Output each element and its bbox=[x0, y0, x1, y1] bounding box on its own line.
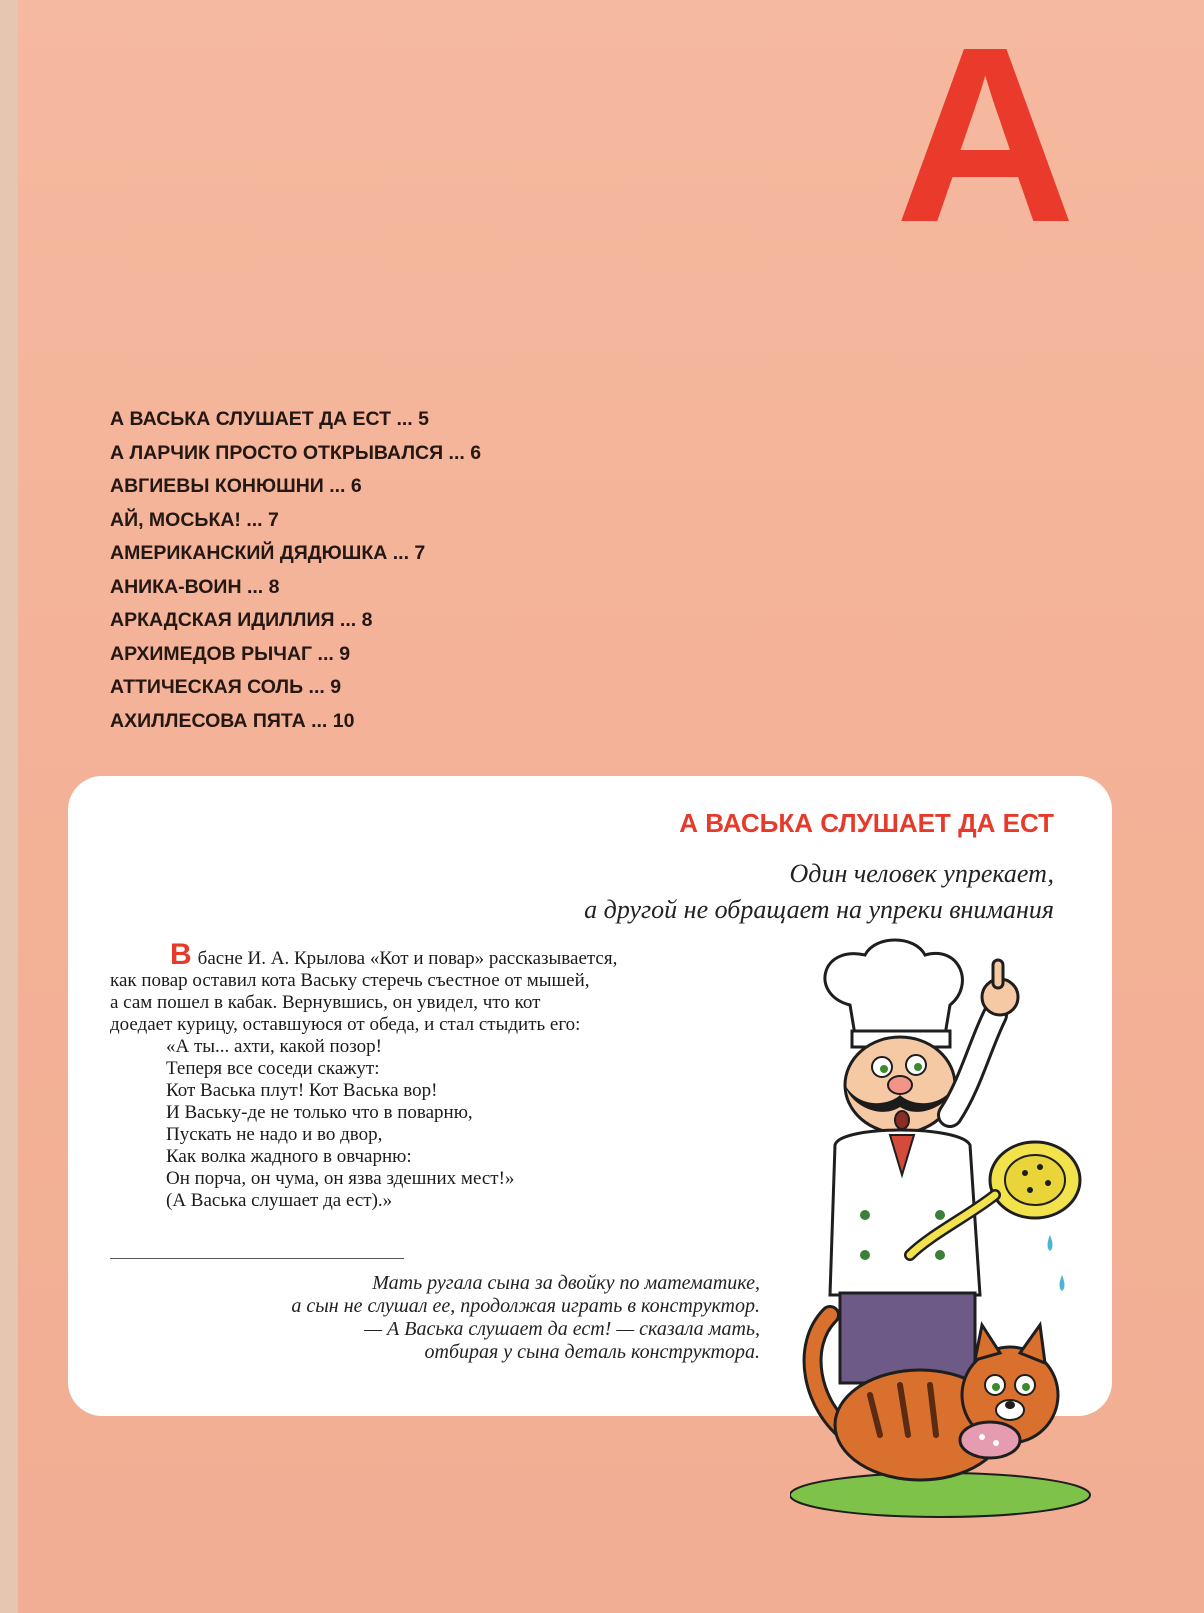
verse-line: Теперя все соседи скажут: bbox=[166, 1058, 380, 1079]
article-body bbox=[110, 938, 800, 1212]
verse-line: Он порча, он чума, он язва здешних мест!» bbox=[166, 1168, 515, 1189]
divider bbox=[110, 1258, 404, 1259]
toc-item[interactable]: АНИКА-ВОИН ... 8 bbox=[110, 575, 280, 598]
toc-item[interactable]: АРХИМЕДОВ РЫЧАГ ... 9 bbox=[110, 642, 351, 665]
toc-item[interactable]: АТТИЧЕСКАЯ СОЛЬ ... 9 bbox=[110, 676, 342, 698]
article-subtitle bbox=[354, 856, 1054, 928]
body-line: а сам пошел в кабак. Вернувшись, он увидел, что кот bbox=[110, 992, 541, 1013]
usage-example bbox=[90, 1272, 760, 1364]
body-line: Вбасне И. А. Крылова «Кот и повар» рассказывается, bbox=[170, 938, 618, 971]
verse-line: И Ваську-де не только что в поварню, bbox=[166, 1102, 473, 1123]
subtitle-line: Один человек упрекает, bbox=[789, 859, 1054, 888]
verse-line: Кот Васька плут! Кот Васька вор! bbox=[166, 1080, 438, 1101]
drop-cap: В bbox=[170, 938, 192, 971]
chapter-letter: А bbox=[895, 0, 1076, 274]
example-line: — А Васька слушает да ест! — сказала мать, bbox=[364, 1318, 760, 1340]
article-title: А ВАСЬКА СЛУШАЕТ ДА ЕСТ bbox=[679, 808, 1054, 838]
toc-item[interactable]: А ЛАРЧИК ПРОСТО ОТКРЫВАЛСЯ ... 6 bbox=[110, 441, 482, 464]
toc-item[interactable]: АВГИЕВЫ КОНЮШНИ ... 6 bbox=[110, 475, 362, 497]
subtitle-line: а другой не обращает на упреки внимания bbox=[584, 895, 1054, 924]
toc-item[interactable]: АЙ, МОСЬКА! ... 7 bbox=[110, 508, 279, 531]
verse-line: (А Васька слушает да ест).» bbox=[166, 1190, 393, 1211]
verse-line: Пускать не надо и во двор, bbox=[166, 1124, 383, 1145]
verse-line: Как волка жадного в овчарню: bbox=[166, 1146, 412, 1167]
chef-and-cat-illustration bbox=[790, 935, 1115, 1530]
example-line: отбирая у сына деталь конструктора. bbox=[424, 1341, 760, 1363]
chef-hat-icon bbox=[825, 940, 962, 1035]
body-line: доедает курицу, оставшуюся от обеда, и стал стыдить его: bbox=[110, 1014, 581, 1035]
toc-item[interactable]: АХИЛЛЕСОВА ПЯТА ... 10 bbox=[110, 709, 355, 732]
toc-item[interactable]: АРКАДСКАЯ ИДИЛЛИЯ ... 8 bbox=[110, 609, 373, 631]
example-line: Мать ругала сына за двойку по математике, bbox=[372, 1272, 760, 1294]
verse-line: «А ты... ахти, какой позор! bbox=[166, 1036, 382, 1057]
example-line: а сын не слушал ее, продолжая играть в конструктор. bbox=[291, 1295, 760, 1317]
table-of-contents bbox=[110, 403, 481, 738]
toc-item[interactable]: АМЕРИКАНСКИЙ ДЯДЮШКА ... 7 bbox=[110, 542, 426, 564]
toc-item[interactable]: А ВАСЬКА СЛУШАЕТ ДА ЕСТ ... 5 bbox=[110, 408, 429, 430]
sausage-icon bbox=[960, 1422, 1020, 1458]
body-line: как повар оставил кота Ваську стеречь съестное от мышей, bbox=[110, 970, 590, 991]
